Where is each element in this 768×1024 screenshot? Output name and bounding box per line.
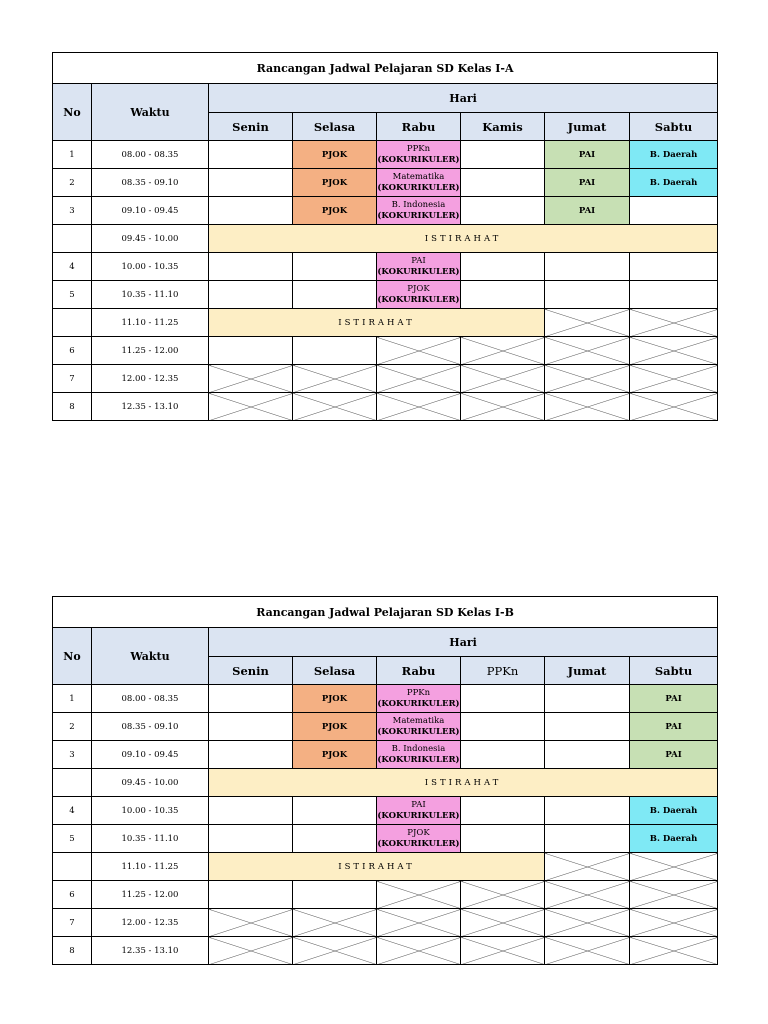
subject-note: (KOKURIKULER) bbox=[377, 210, 460, 221]
cell-unavailable bbox=[209, 365, 293, 393]
cell-kamis bbox=[461, 685, 545, 713]
header-day-selasa: Selasa bbox=[293, 657, 377, 685]
period-number: 3 bbox=[53, 197, 92, 225]
subject-name: PJOK bbox=[407, 827, 430, 838]
schedule-kelas-1b bbox=[52, 596, 717, 965]
cell-selasa: PJOK bbox=[293, 741, 377, 769]
cell-rabu bbox=[377, 141, 461, 169]
cell-unavailable bbox=[545, 881, 630, 909]
cell-senin bbox=[209, 881, 293, 909]
header-hari: Hari bbox=[209, 84, 718, 113]
cell-sabtu: B. Daerah bbox=[630, 797, 718, 825]
cell-sabtu bbox=[630, 197, 718, 225]
cell-unavailable bbox=[461, 393, 545, 421]
period-time: 09.45 - 10.00 bbox=[92, 769, 209, 797]
cell-kamis bbox=[461, 797, 545, 825]
cell-sabtu bbox=[630, 253, 718, 281]
period-time: 12.35 - 13.10 bbox=[92, 937, 209, 965]
schedule-title: Rancangan Jadwal Pelajaran SD Kelas I-B bbox=[53, 597, 718, 628]
cell-senin bbox=[209, 741, 293, 769]
cell-selasa bbox=[293, 797, 377, 825]
period-time: 11.25 - 12.00 bbox=[92, 337, 209, 365]
cell-unavailable bbox=[630, 881, 718, 909]
period-number bbox=[53, 853, 92, 881]
cell-unavailable bbox=[545, 853, 630, 881]
period-number: 1 bbox=[53, 685, 92, 713]
cell-unavailable bbox=[545, 909, 630, 937]
table-row bbox=[53, 253, 718, 281]
cell-selasa bbox=[293, 881, 377, 909]
period-time: 10.00 - 10.35 bbox=[92, 253, 209, 281]
cell-unavailable bbox=[630, 909, 718, 937]
table-row bbox=[53, 281, 718, 309]
header-day-jumat: Jumat bbox=[545, 657, 630, 685]
cell-jumat bbox=[545, 713, 630, 741]
subject-note: (KOKURIKULER) bbox=[377, 154, 460, 165]
table-row bbox=[53, 797, 718, 825]
cell-unavailable bbox=[377, 881, 461, 909]
cell-unavailable bbox=[545, 337, 630, 365]
cell-unavailable bbox=[461, 365, 545, 393]
period-time: 11.25 - 12.00 bbox=[92, 881, 209, 909]
cell-senin bbox=[209, 281, 293, 309]
subject-note: (KOKURIKULER) bbox=[377, 726, 460, 737]
subject-name: B. Indonesia bbox=[391, 199, 446, 210]
cell-rabu bbox=[377, 797, 461, 825]
cell-selasa bbox=[293, 281, 377, 309]
cell-unavailable bbox=[630, 337, 718, 365]
cell-unavailable bbox=[545, 393, 630, 421]
period-time: 11.10 - 11.25 bbox=[92, 853, 209, 881]
cell-jumat: PAI bbox=[545, 141, 630, 169]
schedule-table bbox=[52, 52, 718, 421]
subject-name: PPKn bbox=[406, 143, 431, 154]
cell-unavailable bbox=[630, 393, 718, 421]
cell-selasa bbox=[293, 825, 377, 853]
cell-rabu bbox=[377, 169, 461, 197]
cell-jumat bbox=[545, 797, 630, 825]
cell-senin bbox=[209, 685, 293, 713]
period-number: 4 bbox=[53, 253, 92, 281]
header-day-jumat: Jumat bbox=[545, 113, 630, 141]
period-number: 8 bbox=[53, 937, 92, 965]
period-time: 12.00 - 12.35 bbox=[92, 365, 209, 393]
subject-note: (KOKURIKULER) bbox=[377, 810, 460, 821]
header-day-selasa: Selasa bbox=[293, 113, 377, 141]
cell-unavailable bbox=[461, 937, 545, 965]
cell-kamis bbox=[461, 281, 545, 309]
cell-sabtu: PAI bbox=[630, 741, 718, 769]
subject-note: (KOKURIKULER) bbox=[377, 266, 460, 277]
cell-senin bbox=[209, 169, 293, 197]
table-row-break bbox=[53, 309, 718, 337]
period-time: 08.00 - 08.35 bbox=[92, 141, 209, 169]
cell-unavailable bbox=[461, 881, 545, 909]
header-day-rabu: Rabu bbox=[377, 113, 461, 141]
cell-kamis bbox=[461, 825, 545, 853]
table-row bbox=[53, 685, 718, 713]
period-number: 4 bbox=[53, 797, 92, 825]
table-row bbox=[53, 937, 718, 965]
header-day-sabtu: Sabtu bbox=[630, 113, 718, 141]
cell-senin bbox=[209, 825, 293, 853]
cell-senin bbox=[209, 197, 293, 225]
cell-sabtu: PAI bbox=[630, 685, 718, 713]
cell-unavailable bbox=[545, 365, 630, 393]
period-number: 8 bbox=[53, 393, 92, 421]
cell-kamis bbox=[461, 713, 545, 741]
header-day-senin: Senin bbox=[209, 113, 293, 141]
cell-unavailable bbox=[545, 309, 630, 337]
schedule-table bbox=[52, 596, 718, 965]
period-time: 11.10 - 11.25 bbox=[92, 309, 209, 337]
cell-unavailable bbox=[377, 937, 461, 965]
cell-unavailable bbox=[293, 365, 377, 393]
header-day-4: PPKn bbox=[461, 657, 545, 685]
table-row bbox=[53, 881, 718, 909]
cell-rabu bbox=[377, 825, 461, 853]
table-row-break bbox=[53, 769, 718, 797]
cell-senin bbox=[209, 797, 293, 825]
subject-note: (KOKURIKULER) bbox=[377, 754, 460, 765]
header-no: No bbox=[53, 84, 92, 141]
subject-name: PPKn bbox=[406, 687, 431, 698]
period-number: 2 bbox=[53, 713, 92, 741]
cell-sabtu bbox=[630, 281, 718, 309]
cell-unavailable bbox=[293, 393, 377, 421]
break-cell: ISTIRAHAT bbox=[209, 309, 545, 337]
subject-note: (KOKURIKULER) bbox=[377, 838, 460, 849]
cell-rabu bbox=[377, 197, 461, 225]
subject-note: (KOKURIKULER) bbox=[377, 698, 460, 709]
period-time: 08.35 - 09.10 bbox=[92, 169, 209, 197]
cell-sabtu: B. Daerah bbox=[630, 141, 718, 169]
header-day-sabtu: Sabtu bbox=[630, 657, 718, 685]
cell-selasa: PJOK bbox=[293, 713, 377, 741]
cell-jumat bbox=[545, 825, 630, 853]
header-waktu: Waktu bbox=[92, 84, 209, 141]
header-day-kamis: Kamis bbox=[461, 113, 545, 141]
period-time: 10.35 - 11.10 bbox=[92, 281, 209, 309]
cell-senin bbox=[209, 141, 293, 169]
period-number: 3 bbox=[53, 741, 92, 769]
cell-jumat: PAI bbox=[545, 169, 630, 197]
period-number: 7 bbox=[53, 909, 92, 937]
period-time: 08.00 - 08.35 bbox=[92, 685, 209, 713]
table-row-break bbox=[53, 853, 718, 881]
table-row bbox=[53, 713, 718, 741]
cell-selasa bbox=[293, 337, 377, 365]
table-row bbox=[53, 909, 718, 937]
period-time: 10.00 - 10.35 bbox=[92, 797, 209, 825]
cell-jumat bbox=[545, 281, 630, 309]
cell-kamis bbox=[461, 197, 545, 225]
cell-unavailable bbox=[293, 909, 377, 937]
cell-unavailable bbox=[209, 937, 293, 965]
cell-kamis bbox=[461, 741, 545, 769]
period-number: 2 bbox=[53, 169, 92, 197]
cell-rabu bbox=[377, 713, 461, 741]
table-row bbox=[53, 169, 718, 197]
period-number bbox=[53, 769, 92, 797]
period-number: 1 bbox=[53, 141, 92, 169]
cell-unavailable bbox=[461, 909, 545, 937]
period-time: 09.10 - 09.45 bbox=[92, 197, 209, 225]
period-time: 12.00 - 12.35 bbox=[92, 909, 209, 937]
period-number: 5 bbox=[53, 281, 92, 309]
cell-unavailable bbox=[630, 365, 718, 393]
cell-sabtu: B. Daerah bbox=[630, 169, 718, 197]
cell-unavailable bbox=[377, 393, 461, 421]
cell-jumat bbox=[545, 741, 630, 769]
table-row bbox=[53, 741, 718, 769]
cell-rabu bbox=[377, 253, 461, 281]
period-time: 09.45 - 10.00 bbox=[92, 225, 209, 253]
cell-unavailable bbox=[630, 853, 718, 881]
subject-name: Matematika bbox=[392, 171, 445, 182]
cell-unavailable bbox=[377, 909, 461, 937]
subject-name: PAI bbox=[411, 255, 426, 266]
period-number: 5 bbox=[53, 825, 92, 853]
cell-rabu bbox=[377, 741, 461, 769]
cell-senin bbox=[209, 253, 293, 281]
cell-kamis bbox=[461, 169, 545, 197]
break-cell: ISTIRAHAT bbox=[209, 769, 718, 797]
cell-selasa bbox=[293, 253, 377, 281]
cell-jumat: PAI bbox=[545, 197, 630, 225]
period-number bbox=[53, 225, 92, 253]
header-no: No bbox=[53, 628, 92, 685]
subject-note: (KOKURIKULER) bbox=[377, 294, 460, 305]
subject-note: (KOKURIKULER) bbox=[377, 182, 460, 193]
cell-unavailable bbox=[293, 937, 377, 965]
cell-unavailable bbox=[545, 937, 630, 965]
header-hari: Hari bbox=[209, 628, 718, 657]
table-row bbox=[53, 365, 718, 393]
subject-name: Matematika bbox=[392, 715, 445, 726]
cell-jumat bbox=[545, 685, 630, 713]
header-waktu: Waktu bbox=[92, 628, 209, 685]
cell-rabu bbox=[377, 281, 461, 309]
period-number bbox=[53, 309, 92, 337]
period-number: 7 bbox=[53, 365, 92, 393]
period-time: 12.35 - 13.10 bbox=[92, 393, 209, 421]
cell-unavailable bbox=[209, 393, 293, 421]
period-time: 08.35 - 09.10 bbox=[92, 713, 209, 741]
cell-selasa: PJOK bbox=[293, 141, 377, 169]
cell-unavailable bbox=[461, 337, 545, 365]
table-row bbox=[53, 825, 718, 853]
cell-rabu bbox=[377, 685, 461, 713]
subject-name: PAI bbox=[411, 799, 426, 810]
subject-name: PJOK bbox=[407, 283, 430, 294]
table-row bbox=[53, 337, 718, 365]
table-row-break bbox=[53, 225, 718, 253]
table-row bbox=[53, 141, 718, 169]
cell-unavailable bbox=[377, 365, 461, 393]
cell-unavailable bbox=[377, 337, 461, 365]
period-time: 10.35 - 11.10 bbox=[92, 825, 209, 853]
break-cell: ISTIRAHAT bbox=[209, 853, 545, 881]
cell-unavailable bbox=[630, 309, 718, 337]
schedule-kelas-1a bbox=[52, 52, 717, 421]
cell-selasa: PJOK bbox=[293, 197, 377, 225]
break-cell: ISTIRAHAT bbox=[209, 225, 718, 253]
cell-sabtu: PAI bbox=[630, 713, 718, 741]
cell-sabtu: B. Daerah bbox=[630, 825, 718, 853]
table-row bbox=[53, 197, 718, 225]
cell-senin bbox=[209, 713, 293, 741]
cell-senin bbox=[209, 337, 293, 365]
header-day-rabu: Rabu bbox=[377, 657, 461, 685]
cell-unavailable bbox=[209, 909, 293, 937]
cell-unavailable bbox=[630, 937, 718, 965]
period-number: 6 bbox=[53, 881, 92, 909]
cell-kamis bbox=[461, 141, 545, 169]
subject-name: B. Indonesia bbox=[391, 743, 446, 754]
cell-kamis bbox=[461, 253, 545, 281]
header-day-senin: Senin bbox=[209, 657, 293, 685]
schedule-title: Rancangan Jadwal Pelajaran SD Kelas I-A bbox=[53, 53, 718, 84]
period-number: 6 bbox=[53, 337, 92, 365]
table-row bbox=[53, 393, 718, 421]
cell-selasa: PJOK bbox=[293, 685, 377, 713]
period-time: 09.10 - 09.45 bbox=[92, 741, 209, 769]
cell-jumat bbox=[545, 253, 630, 281]
cell-selasa: PJOK bbox=[293, 169, 377, 197]
